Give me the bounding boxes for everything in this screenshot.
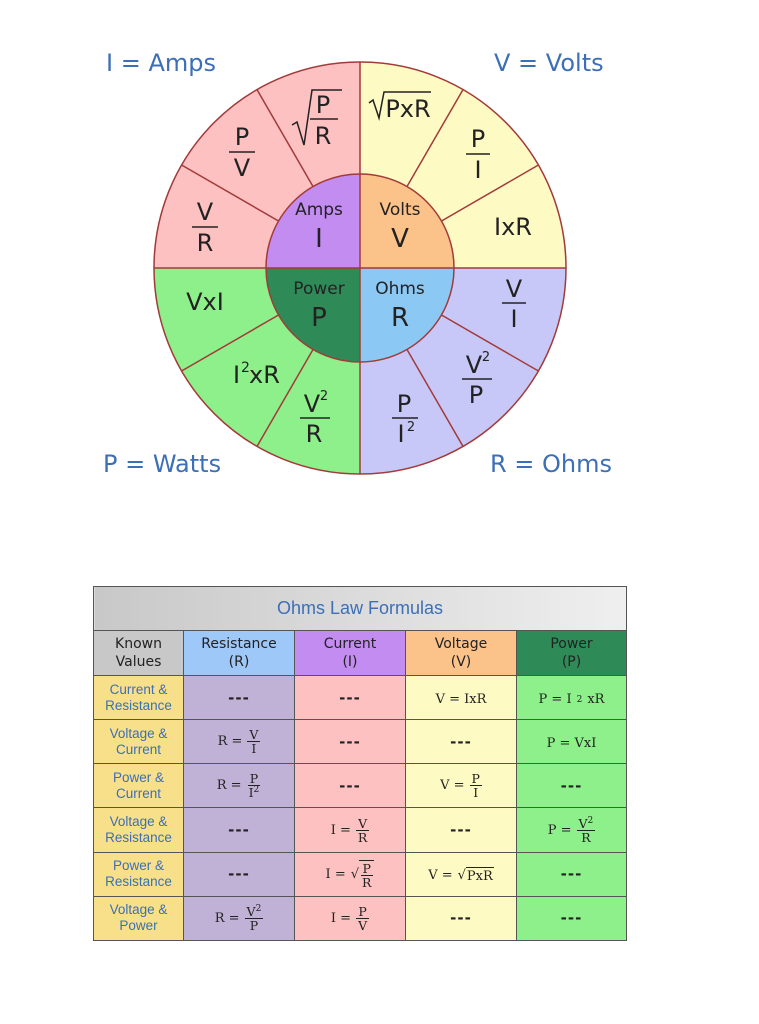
cell-power: P = VxI: [517, 720, 627, 764]
table-row: [94, 852, 627, 896]
svg-text:R: R: [305, 420, 323, 448]
svg-text:PxR: PxR: [385, 95, 431, 123]
row-label-line1: Current &: [109, 681, 168, 697]
cell-resistance: ---: [184, 676, 295, 720]
row-label-line2: Resistance: [105, 874, 172, 890]
svg-text:P: P: [470, 125, 486, 153]
header-resistance: [184, 631, 295, 676]
row-label-line2: Current: [115, 785, 161, 801]
formula-power-vxi: VxI: [186, 288, 224, 316]
cell-power: P = $\frac{V^2}{R}$: [517, 808, 627, 852]
svg-text:I: I: [474, 156, 482, 184]
cell-resistance: ---: [184, 852, 295, 896]
header-known-values-line2: Values: [115, 654, 162, 670]
row-label-line2: Resistance: [105, 830, 172, 846]
cell-power: ---: [517, 852, 627, 896]
formula-voltage-ixr: IxR: [494, 213, 532, 241]
row-label-line2: Current: [115, 741, 161, 757]
row-label-line1: Power &: [112, 769, 165, 785]
cell-current: ---: [295, 720, 406, 764]
cell-resistance: R = $\frac{P}{I^2}$: [184, 764, 295, 808]
table-row: [94, 764, 627, 808]
cell-voltage: V = IxR: [406, 676, 517, 720]
amps-center-word: Amps: [295, 200, 343, 220]
header-voltage-line1: Voltage: [434, 636, 488, 652]
ohms-law-formulas-table: [93, 586, 627, 941]
table-header-row: [94, 631, 627, 676]
volts-center-symbol: V: [391, 224, 409, 254]
svg-text:R: R: [196, 229, 214, 257]
cell-voltage: ---: [406, 720, 517, 764]
watts-legend-label: P = Watts: [103, 450, 222, 478]
row-label-line1: Voltage &: [109, 725, 168, 741]
cell-current: ---: [295, 676, 406, 720]
cell-current: I = $\frac{P}{V}$: [295, 896, 406, 940]
row-label-current-resistance: [94, 676, 184, 720]
header-voltage: [406, 631, 517, 676]
cell-resistance: ---: [184, 808, 295, 852]
svg-text:V: V: [196, 198, 214, 226]
cell-power: ---: [517, 896, 627, 940]
svg-text:P: P: [315, 91, 331, 119]
table-title: Ohms Law Formulas: [94, 587, 627, 631]
svg-text:R: R: [314, 122, 332, 150]
row-label-line1: Voltage &: [109, 814, 168, 830]
formula-power-i2xr: [233, 360, 280, 389]
svg-text:2: 2: [406, 420, 416, 435]
row-label-line1: Power &: [112, 858, 165, 874]
amps-center-symbol: I: [315, 224, 323, 254]
row-label-voltage-current: [94, 720, 184, 764]
cell-current: I = √ $\frac{P}{R}$: [295, 852, 406, 896]
svg-text:2: 2: [481, 350, 491, 365]
cell-voltage: ---: [406, 896, 517, 940]
row-label-line2: Power: [119, 918, 158, 934]
header-current-line1: Current: [323, 636, 377, 652]
row-label-power-current: [94, 764, 184, 808]
svg-text:xR: xR: [249, 361, 280, 389]
table-row: [94, 808, 627, 852]
header-known-values-line1: Known: [115, 636, 162, 652]
header-resistance-line2: (R): [228, 654, 250, 670]
row-label-power-resistance: [94, 852, 184, 896]
row-label-line2: Resistance: [105, 697, 172, 713]
svg-text:I: I: [397, 420, 405, 448]
row-label-line1: Voltage &: [109, 902, 168, 918]
svg-text:V: V: [233, 154, 251, 182]
volts-center-word: Volts: [379, 200, 421, 220]
cell-power: ---: [517, 764, 627, 808]
power-center-word: Power: [293, 279, 345, 299]
header-power-line2: (P): [561, 654, 582, 670]
svg-text:P: P: [468, 381, 484, 409]
header-power: [517, 631, 627, 676]
ohms-center-word: Ohms: [375, 279, 425, 299]
row-label-voltage-resistance: [94, 808, 184, 852]
cell-voltage: V = $\frac{P}{I}$: [406, 764, 517, 808]
header-power-line1: Power: [550, 636, 593, 652]
cell-resistance: R = $\frac{V^2}{P}$: [184, 896, 295, 940]
cell-voltage: V = √ PxR: [406, 852, 517, 896]
cell-voltage: ---: [406, 808, 517, 852]
header-voltage-line2: (V): [450, 654, 472, 670]
table-row: [94, 720, 627, 764]
header-resistance-line1: Resistance: [201, 636, 277, 652]
ohms-legend-label: R = Ohms: [490, 450, 613, 478]
header-current: [295, 631, 406, 676]
svg-text:V: V: [303, 390, 321, 418]
svg-text:I: I: [233, 361, 241, 389]
amps-legend-label: I = Amps: [106, 49, 216, 77]
table-row: [94, 676, 627, 720]
cell-power: P = I 2 xR: [517, 676, 627, 720]
ohms-center-symbol: R: [390, 303, 410, 333]
header-known-values: [94, 631, 184, 676]
svg-text:P: P: [234, 123, 250, 151]
table-row: [94, 896, 627, 940]
cell-current: ---: [295, 764, 406, 808]
svg-text:V: V: [505, 275, 523, 303]
svg-text:V: V: [465, 351, 483, 379]
svg-text:2: 2: [319, 389, 329, 404]
svg-text:I: I: [510, 305, 518, 333]
cell-current: I = $\frac{V}{R}$: [295, 808, 406, 852]
svg-text:2: 2: [241, 360, 250, 376]
volts-legend-label: V = Volts: [494, 49, 604, 77]
header-current-line2: (I): [342, 654, 358, 670]
cell-resistance: R = $\frac{V}{I}$: [184, 720, 295, 764]
power-center-symbol: P: [311, 303, 327, 333]
svg-text:P: P: [396, 390, 412, 418]
row-label-voltage-power: [94, 896, 184, 940]
